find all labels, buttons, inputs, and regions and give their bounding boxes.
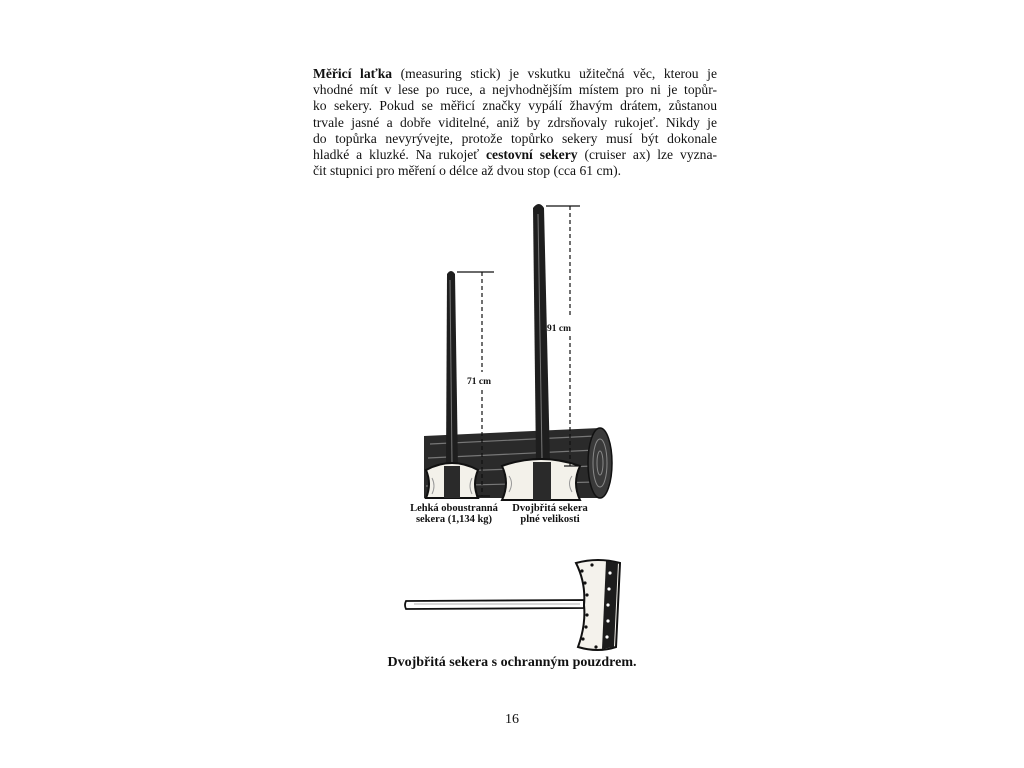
paragraph-line: Měřicí laťka (measuring stick) je vskutku užitečná věc, kterou je	[313, 66, 717, 81]
light-axe-caption-line-2: sekera (1,134 kg)	[415, 514, 493, 525]
full-axe-length-label: 91 cm	[547, 324, 572, 334]
axe-handle-drawing	[405, 600, 584, 609]
paragraph-line: hladké a kluzké. Na rukojeť cestovní sekery (cruiser ax) lze vyzna-	[313, 147, 718, 163]
paragraph-line: vhodné mít v lese po ruce, a nejvhodnějším místem pro ni je topůr-	[313, 82, 717, 98]
paragraph-line: čit stupnici pro měření o délce až dvou stop (cca 61 cm).	[313, 163, 622, 179]
sheathed-axe-illustration	[400, 555, 630, 655]
axes-in-log-illustration	[410, 196, 630, 536]
light-axe-caption	[404, 503, 504, 525]
full-axe-caption	[500, 503, 600, 525]
sheath-figure-caption: Dvojbřitá sekera s ochranným pouzdrem.	[387, 655, 637, 670]
paragraph-line: ko sekery. Pokud se měřicí značky vypálí žhavým drátem, zůstanou	[313, 98, 717, 114]
bold-term: cestovní sekery	[486, 147, 578, 163]
page-number: 16	[505, 712, 519, 727]
body-paragraph	[313, 66, 717, 179]
full-axe-caption-line-2: plné velikosti	[520, 514, 580, 525]
full-axe-caption-line-1: Dvojbřitá sekera	[512, 503, 588, 514]
light-axe-caption-line-1: Lehká oboustranná	[410, 503, 498, 514]
paragraph-line: trvale jasné a dobře viditelné, aniž by zdrsňovaly rukojeť. Nikdy je	[313, 114, 717, 130]
light-axe-length-label: 71 cm	[467, 377, 492, 387]
bold-term: Měřicí laťka	[313, 66, 393, 81]
paragraph-line: do topůrka nevyrývejte, protože topůrko sekery musí být dokonale	[313, 130, 717, 146]
